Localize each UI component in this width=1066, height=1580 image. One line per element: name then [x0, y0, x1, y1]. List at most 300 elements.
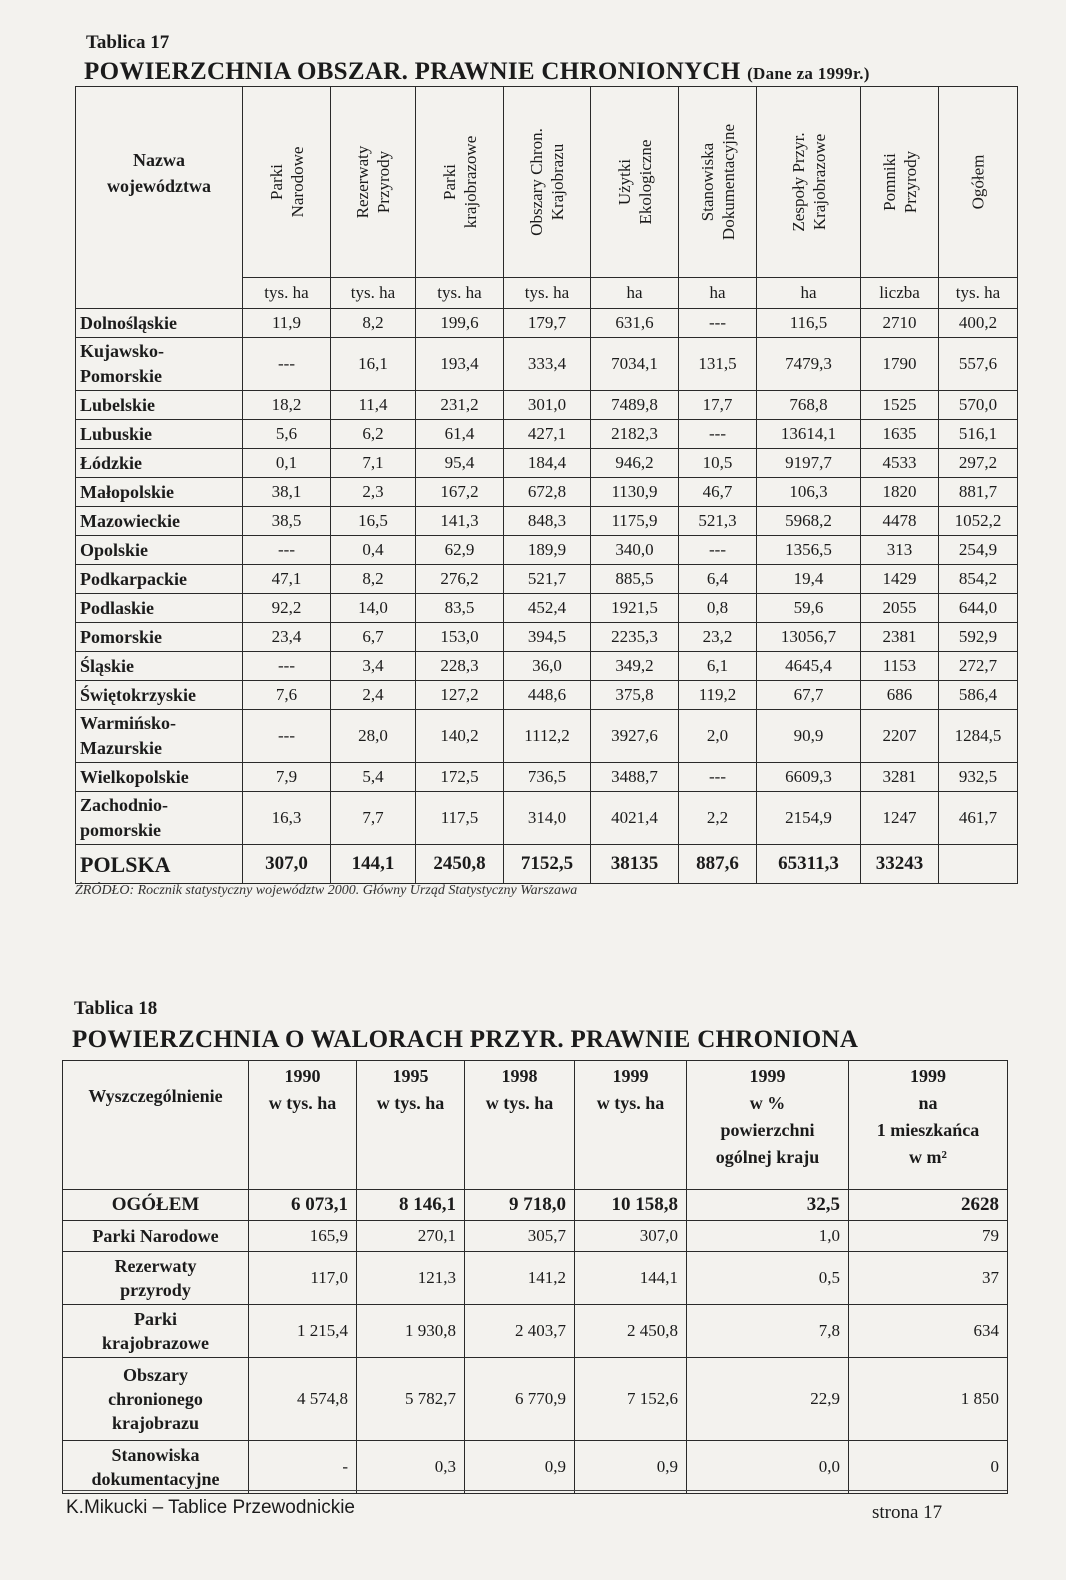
- table-row: [63, 1190, 1008, 1221]
- value-cell: 314,0: [504, 792, 591, 845]
- voivodeship-name: [76, 478, 243, 507]
- value-cell: ---: [243, 536, 331, 565]
- value-cell: 117,5: [416, 792, 504, 845]
- column-header: [504, 87, 591, 278]
- value-cell: 8 146,1: [357, 1190, 465, 1221]
- header-text: krajobrazowe: [460, 135, 480, 229]
- value-cell: 59,6: [757, 594, 861, 623]
- value-cell: 116,5: [757, 309, 861, 338]
- value-cell: 1112,2: [504, 710, 591, 763]
- value-cell: 2 403,7: [465, 1305, 575, 1358]
- footer-rule: [62, 1490, 1007, 1491]
- column-header: [416, 87, 504, 278]
- value-cell: 1,0: [687, 1221, 849, 1252]
- value-cell: 272,7: [939, 652, 1018, 681]
- voivodeship-name: [76, 536, 243, 565]
- value-cell: 23,4: [243, 623, 331, 652]
- value-cell: 7 152,6: [575, 1358, 687, 1441]
- value-cell: 340,0: [591, 536, 679, 565]
- value-cell: ---: [243, 652, 331, 681]
- value-cell: 313: [861, 536, 939, 565]
- value-cell: 10,5: [679, 449, 757, 478]
- value-cell: 301,0: [504, 391, 591, 420]
- column-header-label: [439, 90, 481, 275]
- voivodeship-name: [76, 681, 243, 710]
- name-text: Mazowieckie: [80, 510, 180, 531]
- value-cell: 3281: [861, 763, 939, 792]
- total-row: [76, 845, 1018, 884]
- value-cell: 2710: [861, 309, 939, 338]
- value-cell: 189,9: [504, 536, 591, 565]
- value-cell: 92,2: [243, 594, 331, 623]
- value-cell: 6,2: [331, 420, 416, 449]
- header-text: na: [918, 1093, 938, 1113]
- value-cell: 1635: [861, 420, 939, 449]
- value-cell: 6,7: [331, 623, 416, 652]
- column-header-label: [614, 90, 656, 275]
- voivodeship-name: [76, 507, 243, 536]
- voivodeship-name: [76, 623, 243, 652]
- value-cell: 184,4: [504, 449, 591, 478]
- total-value-cell: [939, 845, 1018, 884]
- value-cell: 854,2: [939, 565, 1018, 594]
- value-cell: ---: [243, 338, 331, 391]
- header-text: 1999: [910, 1066, 946, 1086]
- voivodeship-name: [76, 710, 243, 763]
- value-cell: 5 782,7: [357, 1358, 465, 1441]
- value-cell: 172,5: [416, 763, 504, 792]
- value-cell: 521,7: [504, 565, 591, 594]
- value-cell: 946,2: [591, 449, 679, 478]
- total-value-cell: 887,6: [679, 845, 757, 884]
- header-text: ogólnej kraju: [715, 1147, 820, 1167]
- value-cell: 0,3: [357, 1441, 465, 1494]
- header-text: Użytki: [614, 158, 634, 206]
- value-cell: 7,1: [331, 449, 416, 478]
- value-cell: 672,8: [504, 478, 591, 507]
- value-cell: 140,2: [416, 710, 504, 763]
- value-cell: 4645,4: [757, 652, 861, 681]
- value-cell: 9197,7: [757, 449, 861, 478]
- table-row: [63, 1252, 1008, 1305]
- header-text: Krajobrazu: [548, 143, 567, 221]
- voivodeship-name: [76, 594, 243, 623]
- value-cell: 736,5: [504, 763, 591, 792]
- name-text: pomorskie: [80, 820, 161, 840]
- table17-title: [84, 58, 870, 86]
- header-row: [76, 87, 1018, 278]
- value-cell: 686: [861, 681, 939, 710]
- value-cell: 0,8: [679, 594, 757, 623]
- unit-cell: ha: [591, 278, 679, 309]
- table-row: [63, 1305, 1008, 1358]
- name-text: Pomorskie: [80, 626, 162, 647]
- total-value-cell: 65311,3: [757, 845, 861, 884]
- column-header-label: [968, 90, 989, 275]
- value-cell: 7,9: [243, 763, 331, 792]
- value-cell: 461,7: [939, 792, 1018, 845]
- header-text: 1 mieszkańca: [876, 1120, 980, 1140]
- header-text: Przyrody: [900, 150, 920, 214]
- header-text: Krajobrazowe: [809, 133, 829, 231]
- header-text: Rezerwaty: [353, 145, 372, 219]
- voivodeship-name: [76, 309, 243, 338]
- column-header-label: [526, 90, 568, 275]
- unit-cell: ha: [679, 278, 757, 309]
- value-cell: 2207: [861, 710, 939, 763]
- voivodeship-name: [76, 338, 243, 391]
- value-cell: 1525: [861, 391, 939, 420]
- header-text: województwa: [107, 176, 211, 196]
- protected-areas-table: [75, 86, 1018, 884]
- voivodeship-name: [76, 391, 243, 420]
- header-text: 1999: [749, 1066, 786, 1086]
- value-cell: 16,3: [243, 792, 331, 845]
- value-cell: 307,0: [575, 1221, 687, 1252]
- value-cell: 13614,1: [757, 420, 861, 449]
- value-cell: 1 850: [849, 1358, 1008, 1441]
- value-cell: 127,2: [416, 681, 504, 710]
- value-cell: -: [249, 1441, 357, 1494]
- value-cell: 2,4: [331, 681, 416, 710]
- value-cell: 1356,5: [757, 536, 861, 565]
- value-cell: 2182,3: [591, 420, 679, 449]
- value-cell: 165,9: [249, 1221, 357, 1252]
- value-cell: 7,7: [331, 792, 416, 845]
- table18-title: POWIERZCHNIA O WALORACH PRZYR. PRAWNIE CHRONIONA: [72, 1026, 859, 1053]
- value-cell: 121,3: [357, 1252, 465, 1305]
- name-text: Zachodnio-: [80, 795, 169, 815]
- value-cell: 4533: [861, 449, 939, 478]
- value-cell: 0: [849, 1441, 1008, 1494]
- value-cell: 11,4: [331, 391, 416, 420]
- column-header-label: [266, 90, 308, 275]
- value-cell: 62,9: [416, 536, 504, 565]
- value-cell: 5,4: [331, 763, 416, 792]
- value-cell: 634: [849, 1305, 1008, 1358]
- value-cell: 7,8: [687, 1305, 849, 1358]
- header-text: Stanowiska: [697, 142, 717, 222]
- name-text: Łódzkie: [80, 452, 143, 473]
- header-text: 1995: [392, 1066, 429, 1086]
- table-row: [76, 623, 1018, 652]
- table-row: [76, 710, 1018, 763]
- value-cell: 38,5: [243, 507, 331, 536]
- value-cell: 199,6: [416, 309, 504, 338]
- table-row: [76, 478, 1018, 507]
- value-cell: 9 718,0: [465, 1190, 575, 1221]
- name-text: Podkarpackie: [80, 568, 188, 589]
- header-text: 1999: [612, 1066, 649, 1086]
- value-cell: 17,7: [679, 391, 757, 420]
- value-cell: 7034,1: [591, 338, 679, 391]
- name-text: Parki Narodowe: [92, 1226, 219, 1246]
- table-row: [76, 792, 1018, 845]
- value-cell: 6 770,9: [465, 1358, 575, 1441]
- name-text: dokumentacyjne: [91, 1469, 220, 1489]
- value-cell: 3927,6: [591, 710, 679, 763]
- column-header: [757, 87, 861, 278]
- table17-source: ŹRÓDŁO: Rocznik statystyczny województw 2000. Główny Urząd Statystyczny Warszawa: [75, 883, 578, 898]
- name-text: Lubuskie: [80, 423, 153, 444]
- header-text: Parki: [439, 164, 459, 200]
- header-text: Przyrody: [374, 150, 393, 214]
- total-value-cell: 2450,8: [416, 845, 504, 884]
- name-text: Śląskie: [80, 655, 135, 676]
- value-cell: 67,7: [757, 681, 861, 710]
- voivodeship-name: [76, 652, 243, 681]
- value-cell: 4021,4: [591, 792, 679, 845]
- column-header-label: [788, 90, 830, 275]
- header-text: w m²: [909, 1147, 947, 1167]
- column-header: [939, 87, 1018, 278]
- header-text: Parki: [266, 164, 286, 200]
- value-cell: 1429: [861, 565, 939, 594]
- value-cell: 14,0: [331, 594, 416, 623]
- value-cell: 448,6: [504, 681, 591, 710]
- value-cell: 427,1: [504, 420, 591, 449]
- value-cell: 153,0: [416, 623, 504, 652]
- name-text: OGÓŁEM: [111, 1194, 200, 1215]
- name-text: Dolnośląskie: [80, 312, 178, 333]
- value-cell: 0,1: [243, 449, 331, 478]
- value-cell: 38,1: [243, 478, 331, 507]
- table17-title-note: (Dane za 1999r.): [747, 64, 870, 83]
- value-cell: 452,4: [504, 594, 591, 623]
- item-name: [63, 1358, 249, 1441]
- value-cell: 0,5: [687, 1252, 849, 1305]
- value-cell: 1790: [861, 338, 939, 391]
- table-row: [76, 449, 1018, 478]
- name-text: Obszary: [123, 1365, 188, 1385]
- value-cell: 333,4: [504, 338, 591, 391]
- name-text: Mazurskie: [80, 738, 162, 758]
- value-cell: 2,0: [679, 710, 757, 763]
- value-cell: ---: [679, 309, 757, 338]
- table-row: [76, 652, 1018, 681]
- value-cell: 1175,9: [591, 507, 679, 536]
- value-cell: 2,2: [679, 792, 757, 845]
- value-cell: 16,1: [331, 338, 416, 391]
- item-name: [63, 1441, 249, 1494]
- value-cell: 768,8: [757, 391, 861, 420]
- value-cell: 570,0: [939, 391, 1018, 420]
- value-cell: 885,5: [591, 565, 679, 594]
- item-name: [63, 1190, 249, 1221]
- value-cell: 8,2: [331, 309, 416, 338]
- value-cell: 16,5: [331, 507, 416, 536]
- value-cell: 2381: [861, 623, 939, 652]
- value-cell: 3,4: [331, 652, 416, 681]
- value-cell: 0,9: [465, 1441, 575, 1494]
- column-header: [575, 1061, 687, 1190]
- table-row: [76, 420, 1018, 449]
- name-text: Parki: [134, 1309, 177, 1329]
- column-header: [679, 87, 757, 278]
- header-text: Ekologiczne: [635, 139, 655, 225]
- value-cell: 6,4: [679, 565, 757, 594]
- value-cell: 0,0: [687, 1441, 849, 1494]
- name-text: Rezerwaty: [114, 1256, 197, 1276]
- name-text: Stanowiska: [111, 1445, 200, 1465]
- value-cell: 400,2: [939, 309, 1018, 338]
- name-text: Małopolskie: [80, 481, 175, 502]
- unit-cell: tys. ha: [416, 278, 504, 309]
- value-cell: 144,1: [575, 1252, 687, 1305]
- voivodeship-name: [76, 449, 243, 478]
- value-cell: 167,2: [416, 478, 504, 507]
- value-cell: 932,5: [939, 763, 1018, 792]
- name-text: przyrody: [120, 1280, 191, 1300]
- item-name: [63, 1252, 249, 1305]
- value-cell: 0,9: [575, 1441, 687, 1494]
- value-cell: 1052,2: [939, 507, 1018, 536]
- name-text: Świętokrzyskie: [80, 684, 196, 705]
- total-value-cell: 33243: [861, 845, 939, 884]
- value-cell: 557,6: [939, 338, 1018, 391]
- value-cell: 141,3: [416, 507, 504, 536]
- total-value-cell: 38135: [591, 845, 679, 884]
- header-text: powierzchni: [720, 1120, 815, 1140]
- total-value-cell: 307,0: [243, 845, 331, 884]
- natural-value-area-table: [62, 1060, 1008, 1494]
- value-cell: ---: [679, 420, 757, 449]
- value-cell: 2628: [849, 1190, 1008, 1221]
- table-row: [76, 338, 1018, 391]
- value-cell: 8,2: [331, 565, 416, 594]
- value-cell: 516,1: [939, 420, 1018, 449]
- column-header: [243, 87, 331, 278]
- value-cell: 2235,3: [591, 623, 679, 652]
- value-cell: 119,2: [679, 681, 757, 710]
- value-cell: 23,2: [679, 623, 757, 652]
- table-row: [76, 594, 1018, 623]
- name-text: Wielkopolskie: [80, 766, 189, 787]
- value-cell: 90,9: [757, 710, 861, 763]
- footer-page-number: strona 17: [872, 1502, 943, 1523]
- value-cell: 270,1: [357, 1221, 465, 1252]
- value-cell: 375,8: [591, 681, 679, 710]
- header-text: w %: [749, 1093, 786, 1113]
- header-text: 1998: [501, 1066, 538, 1086]
- value-cell: 276,2: [416, 565, 504, 594]
- value-cell: 36,0: [504, 652, 591, 681]
- column-header: [357, 1061, 465, 1190]
- table-row: [76, 536, 1018, 565]
- table18-caption: Tablica 18: [74, 998, 158, 1019]
- column-header: [861, 87, 939, 278]
- table-row: [76, 391, 1018, 420]
- value-cell: 305,7: [465, 1221, 575, 1252]
- header-text: Ogółem: [968, 154, 988, 210]
- value-cell: 7489,8: [591, 391, 679, 420]
- header-text: w tys. ha: [596, 1093, 665, 1113]
- total-value-cell: 7152,5: [504, 845, 591, 884]
- voivodeship-name: [76, 420, 243, 449]
- column-header-label: [879, 90, 921, 275]
- header-text: 1990: [284, 1066, 321, 1086]
- value-cell: 131,5: [679, 338, 757, 391]
- item-name: [63, 1221, 249, 1252]
- value-cell: 1820: [861, 478, 939, 507]
- value-cell: 79: [849, 1221, 1008, 1252]
- value-cell: 521,3: [679, 507, 757, 536]
- value-cell: 2154,9: [757, 792, 861, 845]
- unit-cell: tys. ha: [331, 278, 416, 309]
- value-cell: 2055: [861, 594, 939, 623]
- header-text: Zespoły Przyr.: [788, 132, 808, 232]
- value-cell: 10 158,8: [575, 1190, 687, 1221]
- value-cell: 586,4: [939, 681, 1018, 710]
- value-cell: 106,3: [757, 478, 861, 507]
- column-header: [687, 1061, 849, 1190]
- value-cell: 1130,9: [591, 478, 679, 507]
- name-text: Lubelskie: [80, 394, 156, 415]
- value-cell: ---: [679, 763, 757, 792]
- column-header-label: [697, 90, 739, 275]
- value-cell: 22,9: [687, 1358, 849, 1441]
- value-cell: 95,4: [416, 449, 504, 478]
- value-cell: 5,6: [243, 420, 331, 449]
- value-cell: 61,4: [416, 420, 504, 449]
- value-cell: 37: [849, 1252, 1008, 1305]
- value-cell: ---: [679, 536, 757, 565]
- column-header: [591, 87, 679, 278]
- value-cell: 2 450,8: [575, 1305, 687, 1358]
- header-text: Dokumentacyjne: [718, 123, 738, 241]
- value-cell: 4 574,8: [249, 1358, 357, 1441]
- value-cell: 0,4: [331, 536, 416, 565]
- value-cell: 592,9: [939, 623, 1018, 652]
- value-cell: 18,2: [243, 391, 331, 420]
- value-cell: 3488,7: [591, 763, 679, 792]
- total-name: POLSKA: [76, 845, 243, 884]
- table-row: [63, 1358, 1008, 1441]
- value-cell: 231,2: [416, 391, 504, 420]
- value-cell: 6609,3: [757, 763, 861, 792]
- unit-cell: ha: [757, 278, 861, 309]
- name-text: chronionego: [108, 1389, 203, 1409]
- value-cell: 1 930,8: [357, 1305, 465, 1358]
- column-header: [249, 1061, 357, 1190]
- header-text: Nazwa: [133, 150, 185, 170]
- name-text: Kujawsko-: [80, 341, 165, 361]
- value-cell: 28,0: [331, 710, 416, 763]
- table-row: [63, 1221, 1008, 1252]
- value-cell: 297,2: [939, 449, 1018, 478]
- header-text: w tys. ha: [485, 1093, 554, 1113]
- name-text: Podlaskie: [80, 597, 155, 618]
- unit-cell: tys. ha: [939, 278, 1018, 309]
- value-cell: 1247: [861, 792, 939, 845]
- column-header-item: Wyszczególnienie: [63, 1061, 249, 1190]
- value-cell: 179,7: [504, 309, 591, 338]
- column-header: [331, 87, 416, 278]
- value-cell: 7,6: [243, 681, 331, 710]
- header-text: w tys. ha: [268, 1093, 337, 1113]
- table-row: [63, 1441, 1008, 1494]
- value-cell: 11,9: [243, 309, 331, 338]
- value-cell: 254,9: [939, 536, 1018, 565]
- total-value-cell: 144,1: [331, 845, 416, 884]
- value-cell: 7479,3: [757, 338, 861, 391]
- value-cell: 644,0: [939, 594, 1018, 623]
- item-name: [63, 1305, 249, 1358]
- unit-cell: tys. ha: [504, 278, 591, 309]
- value-cell: 13056,7: [757, 623, 861, 652]
- value-cell: 117,0: [249, 1252, 357, 1305]
- table-row: [76, 507, 1018, 536]
